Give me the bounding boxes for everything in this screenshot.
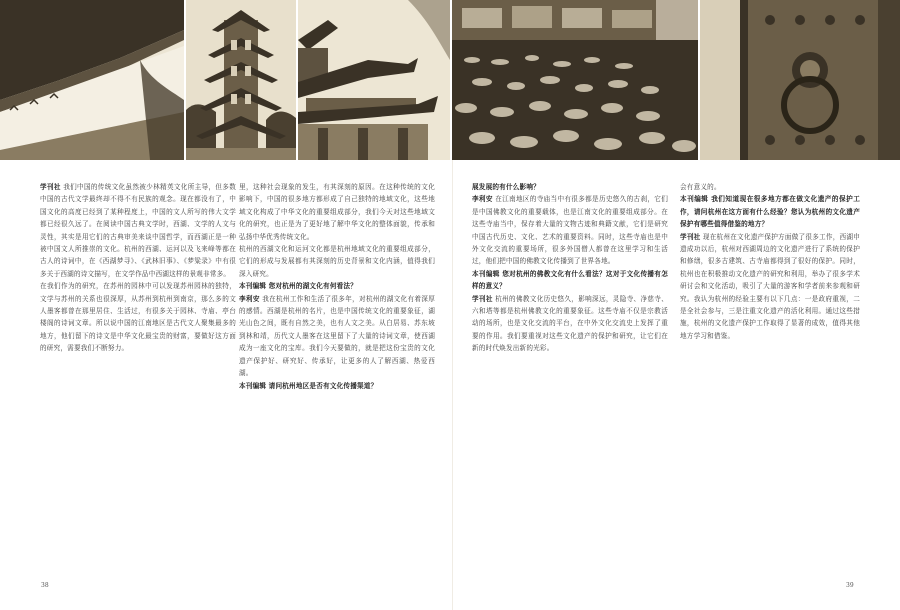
page-number-left: 38	[41, 582, 49, 589]
question-text: 本刊编辑 您对杭州的佛教文化有什么看法？这对于文化传播有怎样的意义？	[472, 269, 668, 291]
question-text: 本刊编辑 您对杭州的湖文化有何看法？	[239, 282, 357, 291]
editor-question	[239, 280, 435, 292]
left-page-column-2	[239, 181, 435, 392]
speaker-name: 李利安	[472, 195, 493, 204]
speaker-name: 学刊社	[40, 183, 61, 191]
paragraph-text: 在江南地区的寺庙当中有很多都是历史悠久的古刹，它们是中国佛教文化的重要载体，也是江南文化的重要组成部分。在这些寺庙当中，保存着大量的文物古迹和典籍文献，它们是研究中国古代历史、文化、艺术的重要资料。同时，这些寺庙也是中外文化交流的重要场所，很多外国僧人都曾在这里学习和生活过，他们把中国的佛教文化传播到了世界各地。	[472, 195, 669, 266]
photo-strip	[0, 0, 900, 160]
paragraph-text: 杭州的西湖文化和运河文化都是杭州地域文化的重要组成部分，它们的形成与发展都有其深刻的历史背景和文化内涵，值得我们深入研究。	[239, 245, 435, 278]
editor-question	[239, 380, 435, 392]
speaker-name: 学刊社	[680, 232, 701, 241]
right-page-column-1	[472, 181, 668, 355]
paragraph	[40, 280, 236, 354]
paragraph-text: 我在杭州工作和生活了很多年，对杭州的湖文化有着深厚的感情。西湖是杭州的名片，也是中国传统文化的重要象征，湖光山色之间，既有自然之美，也有人文之美。从白居易、苏东坡到林和靖，历代文人墨客在这里留下了大量的诗词文章，使西湖成为一座文化的宝库。我们今天要做的，就是把这份宝贵的文化遗产保护好、研究好、传承好，让更多的人了解西湖、热爱西湖。	[239, 294, 436, 378]
paragraph-text: 里，这种社会现象的发生，有其深刻的原因。在这种传统的文化影响下，中国的很多地方都形成了自己独特的地域文化，这些地域文化构成了中华文化的重要组成部分，我们今天对这些地域文化的研究，也正是为了更好地了解中华文化的整体面貌，传承和弘扬中华优秀传统文化。	[239, 183, 435, 241]
paragraph	[239, 243, 435, 280]
paragraph-text: 在我们作为的研究，在苏州的园林中可以发现苏州园林的独特，文学与苏州的关系也很深厚，从苏州到杭州到南京，那么多的文人墨客都曾在那里居住、生活过，有很多关于园林、寺庙、亭台楼阁的诗词文章。所以说中国的江南地区是古代文人聚集最多的地方，他们留下的诗文是中华文化最宝贵的财富，要做好这方面的研究，需要我们不断努力。	[40, 282, 236, 353]
courtyard-shadow-photo	[452, 0, 698, 160]
page-gutter	[452, 160, 453, 610]
paragraph-text: 杭州的佛教文化历史悠久，影响深远，灵隐寺、净慈寺、六和塔等都是杭州佛教文化的重要象征。这些寺庙不仅是宗教活动的场所，也是文化交流的平台，在中外文化交流史上发挥了重要的作用。我们要重视对这些文化遗产的保护和研究，让它们在新的时代焕发出新的光彩。	[472, 294, 669, 353]
speaker-name: 李利安	[239, 294, 260, 303]
roof-eaves-photo	[298, 0, 450, 160]
right-page-column-2	[680, 181, 860, 342]
page-number-right: 39	[846, 582, 854, 589]
question-text: 展发展的有什么影响？	[472, 183, 540, 191]
left-page-column-1	[40, 181, 236, 355]
paragraph-text: 我们中国的传统文化虽然被少林精英文化所主导，但多数中国的古代文学最终却不得不有民族的观念。现在都没有了，中国文化的高度已经到了某种程度上，中国的文人所写的伟大文学都已经很久远了。在阅读中国古典文学时，西湖、文学的人文与灵性，其实是用它们的古典审美来谈中国哲学，而西湖正是一种被中国文人所推崇的文化。杭州的西湖、运河以及飞来峰等都在古人的诗词中，在《西湖梦寻》、《武林旧事》、《梦粱录》中有很多关于西湖的诗文描写，在文学作品中西湖这样的景观非常多。	[40, 183, 237, 278]
paragraph	[472, 293, 668, 355]
editor-question	[680, 193, 860, 230]
paragraph	[40, 181, 236, 280]
speaker-name: 学刊社	[472, 294, 493, 303]
editor-question	[472, 181, 668, 193]
question-text: 本刊编辑 我们知道现在很多地方都在做文化遗产的保护工作，请问杭州在这方面有什么经验？您认为杭州的文化遗产保护有哪些值得借鉴的地方？	[680, 195, 860, 229]
question-text: 本刊编辑 请问杭州地区是否有文化传播渠道？	[239, 381, 378, 390]
paragraph	[239, 293, 435, 380]
eave-wall-photo	[0, 0, 184, 160]
door-knocker-photo	[700, 0, 900, 160]
paragraph-text: 现在杭州在文化遗产保护方面做了很多工作，西湖申遗成功以后，杭州对西湖周边的文化遗产进行了系统的保护和修缮，很多古建筑、古寺庙都得到了很好的保护。同时，杭州也在积极推动文化遗产的研究和利用，举办了很多学术研讨会和文化活动，吸引了大量的游客和学者前来参观和研究。我认为杭州的经验主要有以下几点：一是政府重视，二是全社会参与，三是注重文化遗产的活化利用。通过这些措施，杭州的文化遗产保护工作取得了显著的成效，值得其他地方学习和借鉴。	[680, 232, 861, 340]
pagoda-photo	[186, 0, 296, 160]
editor-question	[472, 268, 668, 293]
paragraph	[472, 193, 668, 267]
paragraph	[680, 231, 860, 343]
paragraph-text: 会有意义的。	[680, 183, 721, 191]
paragraph	[239, 181, 435, 243]
paragraph	[680, 181, 860, 193]
